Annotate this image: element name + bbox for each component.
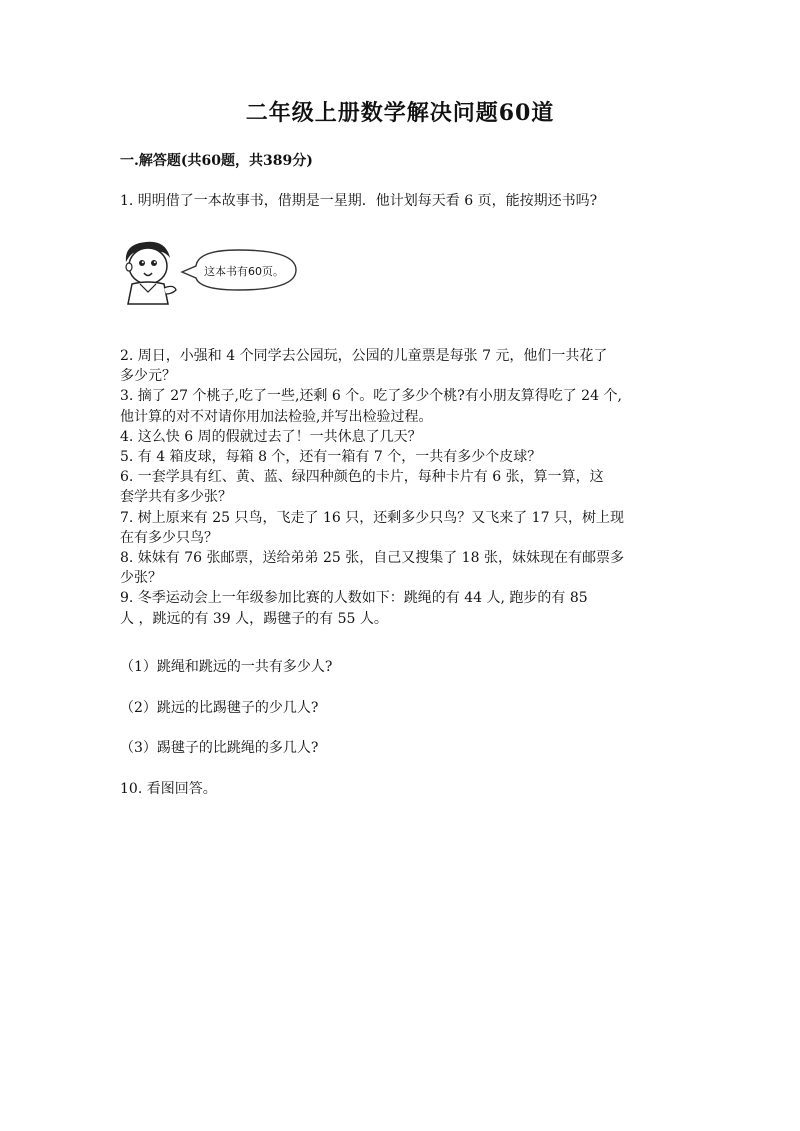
speech-bubble-text: 这本书有60页。 <box>204 265 284 278</box>
question-6-line-1: 6. 一套学具有红、黄、蓝、绿四种颜色的卡片，每种卡片有 6 张，算一算，这 <box>120 469 604 486</box>
boy-speaking-icon <box>118 236 318 306</box>
question-9-sub-3: （3）踢毽子的比跳绳的多几人? <box>120 740 319 756</box>
boy-face <box>129 248 167 284</box>
question-8-line-2: 少张？ <box>120 570 162 587</box>
question-6-line-2: 套学共有多少张？ <box>120 489 232 506</box>
question-9-sub-1: （1）跳绳和跳远的一共有多少人? <box>120 659 333 675</box>
question-9-sub-2: （2）跳远的比踢毽子的少几人? <box>120 700 319 716</box>
question-4: 4. 这么快 6 周的假就过去了！一共休息了几天？ <box>120 428 422 445</box>
question-9-line-2: 人 ，跳远的有 39 人，踢毽子的有 55 人。 <box>120 610 388 627</box>
question-3-line-1: 3. 摘了 27 个桃子,吃了一些,还剩 6 个。吃了多少个桃?有小朋友算得吃了 24 个, <box>120 388 622 405</box>
section-heading: 一.解答题(共60题，共389分) <box>120 153 313 169</box>
question-9-line-1: 9. 冬季运动会上一年级参加比赛的人数如下：跳绳的有 44 人, 跑步的有 85 <box>120 590 588 607</box>
question-5: 5. 有 4 箱皮球，每箱 8 个，还有一箱有 7 个，一共有多少个皮球？ <box>120 449 542 466</box>
question-2-line-2: 多少元？ <box>120 368 176 385</box>
question-10: 10. 看图回答。 <box>120 781 217 797</box>
questions-block <box>120 346 700 629</box>
boy-body <box>128 282 168 304</box>
question-1: 1. 明明借了一本故事书，借期是一星期．他计划每天看 6 页，能按期还书吗? <box>120 193 598 209</box>
question-3-line-2: 他计算的对不对请你用加法检验,并写出检验过程。 <box>120 408 433 425</box>
question-8-line-1: 8. 妹妹有 76 张邮票，送给弟弟 25 张，自己又搜集了 18 张，妹妹现在有邮票多 <box>120 550 624 567</box>
question-7-line-1: 7. 树上原来有 25 只鸟，飞走了 16 只，还剩多少只鸟？又飞来了 17 只，树上现 <box>120 509 624 526</box>
question-2-line-1: 2. 周日，小强和 4 个同学去公园玩，公园的儿童票是每张 7 元，他们一共花了 <box>120 348 608 364</box>
page-title: 二年级上册数学解决问题60道 <box>245 100 555 126</box>
question-7-line-2: 在有多少只鸟？ <box>120 529 218 546</box>
